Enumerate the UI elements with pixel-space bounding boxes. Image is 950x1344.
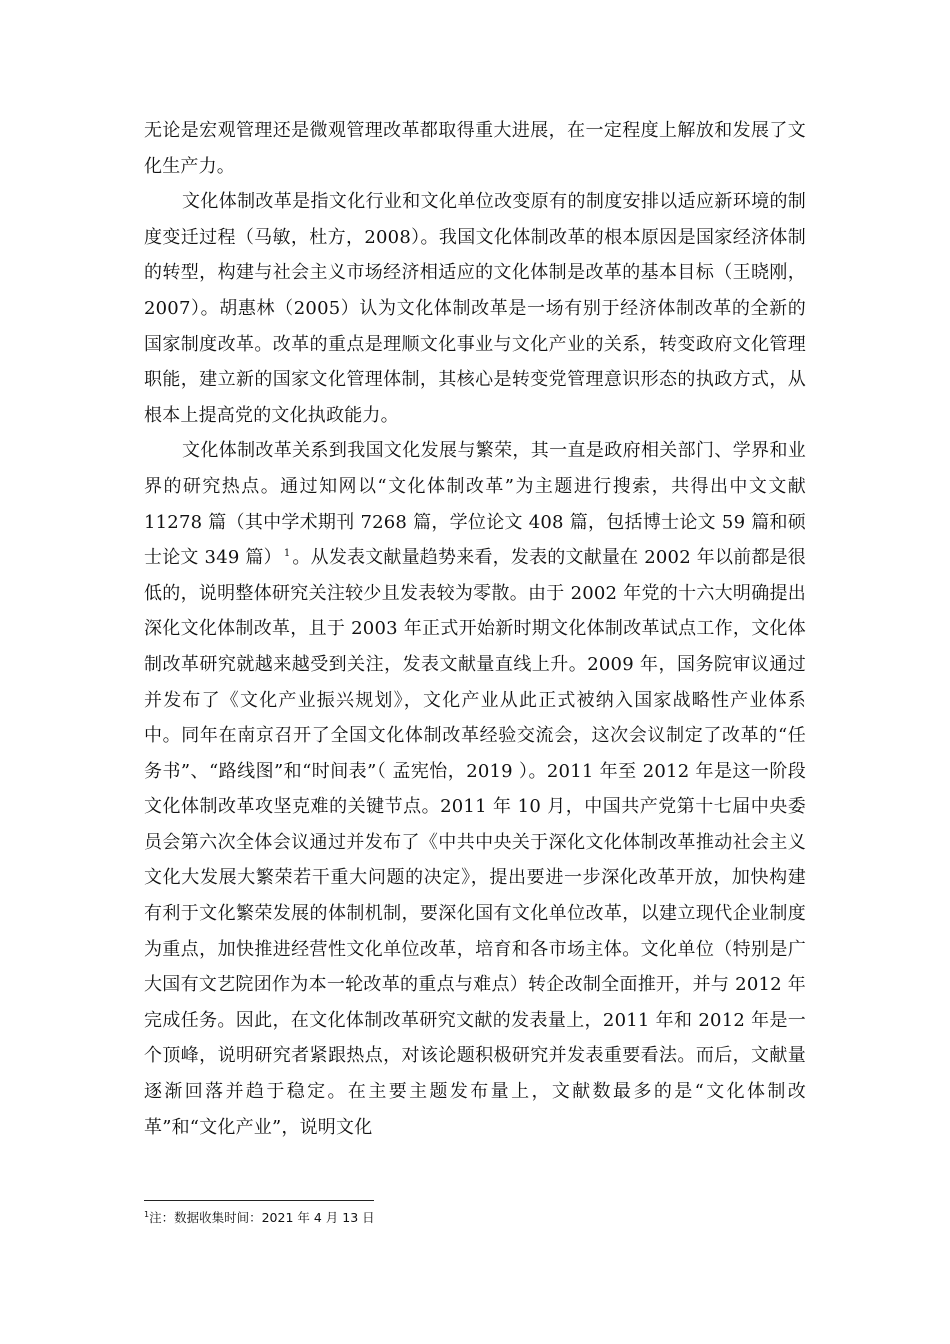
footnote-mark: 1	[144, 1209, 150, 1219]
footnote-separator	[144, 1200, 374, 1201]
footnote-reference-mark[interactable]: 1	[283, 548, 291, 560]
body-text	[144, 113, 806, 1145]
paragraph-1: 无论是宏观管理还是微观管理改革都取得重大进展，在一定程度上解放和发展了文化生产力。	[144, 120, 806, 177]
paragraph-3-text-before-ref: 文化体制改革关系到我国文化发展与繁荣，其一直是政府相关部门、学界和业界的研究热点。通过知网以“文化体制改革”为主题进行搜索，共得出中文文献 11278 篇（其中学术期刊 7268 篇，学位论文 408 篇，包括博士论文 59 篇和硕士论文 349 篇）	[144, 440, 806, 569]
footnote	[144, 1209, 806, 1227]
paragraph-3-text-after-ref: 。从发表文献量趋势来看，发表的文献量在 2002 年以前都是很低的，说明整体研究关注较少且发表较为零散。由于 2002 年党的十六大明确提出深化文化体制改革，且于 2003 年正式开始新时期文化体制改革试点工作，文化体制改革研究就越来越受到关注，发表文献量直线上升。2009 年，国务院审议通过并发布了《文化产业振兴规划》，文化产业从此正式被纳入国家战略性产业体系中。同年在南京召开了全国文化体制改革经验交流会，这次会议制定了改革的“任务书”、“路线图”和“时间表”（ 孟宪怡，2019 ）。2011 年至 2012 年是这一阶段文化体制改革攻坚克难的关键节点。2011 年 10 月，中国共产党第十七届中央委员会第六次全体会议通过并发布了《中共中央关于深化文化体制改革推动社会主义文化大发展大繁荣若干重大问题的决定》，提出要进一步深化改革开放，加快构建有利于文化繁荣发展的体制机制，要深化国有文化单位改革，以建立现代企业制度为重点，加快推进经营性文化单位改革，培育和各市场主体。文化单位（特别是广大国有文艺院团作为本一轮改革的重点与难点）转企改制全面推开，并与 2012 年完成任务。因此，在文化体制改革研究文献的发表量上，2011 年和 2012 年是一个顶峰，说明研究者紧跟热点，对该论题积极研究并发表重要看法。而后，文献量逐渐回落并趋于稳定。在主要主题发布量上，文献数最多的是“文化体制改革”和“文化产业”，说明文化	[144, 547, 806, 1138]
footnote-text: 注：数据收集时间：2021 年 4 月 13 日	[149, 1210, 375, 1225]
paragraph-2: 文化体制改革是指文化行业和文化单位改变原有的制度安排以适应新环境的制度变迁过程（马敏，杜方，2008）。我国文化体制改革的根本原因是国家经济体制的转型，构建与社会主义市场经济相适应的文化体制是改革的基本目标（王晓刚，2007）。胡惠林（2005）认为文化体制改革是一场有别于经济体制改革的全新的国家制度改革。改革的重点是理顺文化事业与文化产业的关系，转变政府文化管理职能，建立新的国家文化管理体制，其核心是转变党管理意识形态的执政方式，从根本上提高党的文化执政能力。	[144, 191, 806, 426]
paragraph-3	[144, 433, 806, 1145]
